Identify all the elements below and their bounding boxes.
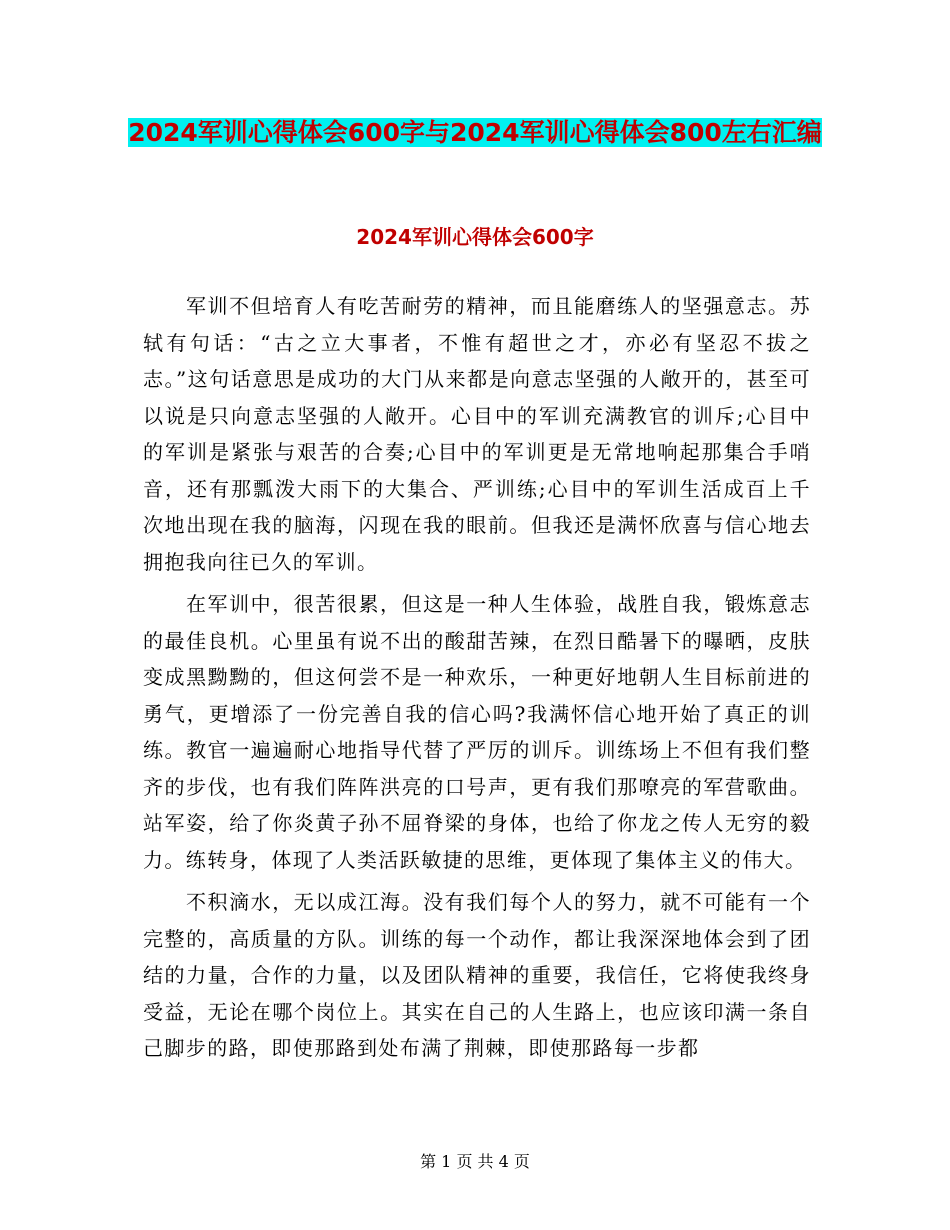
document-title: [110, 110, 840, 155]
body-paragraph-2: 在军训中，很苦很累，但这是一种人生体验，战胜自我，锻炼意志的最佳良机。心里虽有说不出的酸甜苦辣，在烈日酷暑下的曝晒，皮肤变成黑黝黝的，但这何尝不是一种欢乐，一种更好地朝人生目标前进的勇气，更增添了一份完善自我的信心吗?我满怀信心地开始了真正的训练。教官一遍遍耐心地指导代替了严厉的训斥。训练场上不但有我们整齐的步伐，也有我们阵阵洪亮的口号声，更有我们那嘹亮的军营歌曲。站军姿，给了你炎黄子孙不屈脊梁的身体，也给了你龙之传人无穷的毅力。练转身，体现了人类活跃敏捷的思维，更体现了集体主义的伟大。: [143, 592, 811, 872]
body-paragraph-1: 军训不但培育人有吃苦耐劳的精神，而且能磨练人的坚强意志。苏轼有句话：“古之立大事者，不惟有超世之才，亦必有坚忍不拔之志。”这句话意思是成功的大门从来都是向意志坚强的人敞开的，甚至可以说是只向意志坚强的人敞开。心目中的军训充满教官的训斥;心目中的军训是紧张与艰苦的合奏;心目中的军训更是无常地响起那集合手哨音，还有那瓢泼大雨下的大集合、严训练;心目中的军训生活成百上千次地出现在我的脑海，闪现在我的眼前。但我还是满怀欣喜与信心地去拥抱我向往已久的军训。: [143, 294, 811, 574]
body-paragraph-3: 不积滴水，无以成江海。没有我们每个人的努力，就不可能有一个完整的，高质量的方队。训练的每一个动作，都让我深深地体会到了团结的力量，合作的力量，以及团队精神的重要，我信任，它将使我终身受益，无论在哪个岗位上。其实在自己的人生路上，也应该印满一条自己脚步的路，即使那路到处布满了荆棘，即使那路每一步都: [143, 890, 811, 1060]
page-footer: 第 1 页 共 4 页: [420, 1152, 530, 1171]
document-title-text: 2024军训心得体会600字与2024军训心得体会800左右汇编: [128, 118, 822, 147]
section-title: 2024军训心得体会600字: [356, 225, 594, 249]
document-body: [143, 288, 811, 1073]
